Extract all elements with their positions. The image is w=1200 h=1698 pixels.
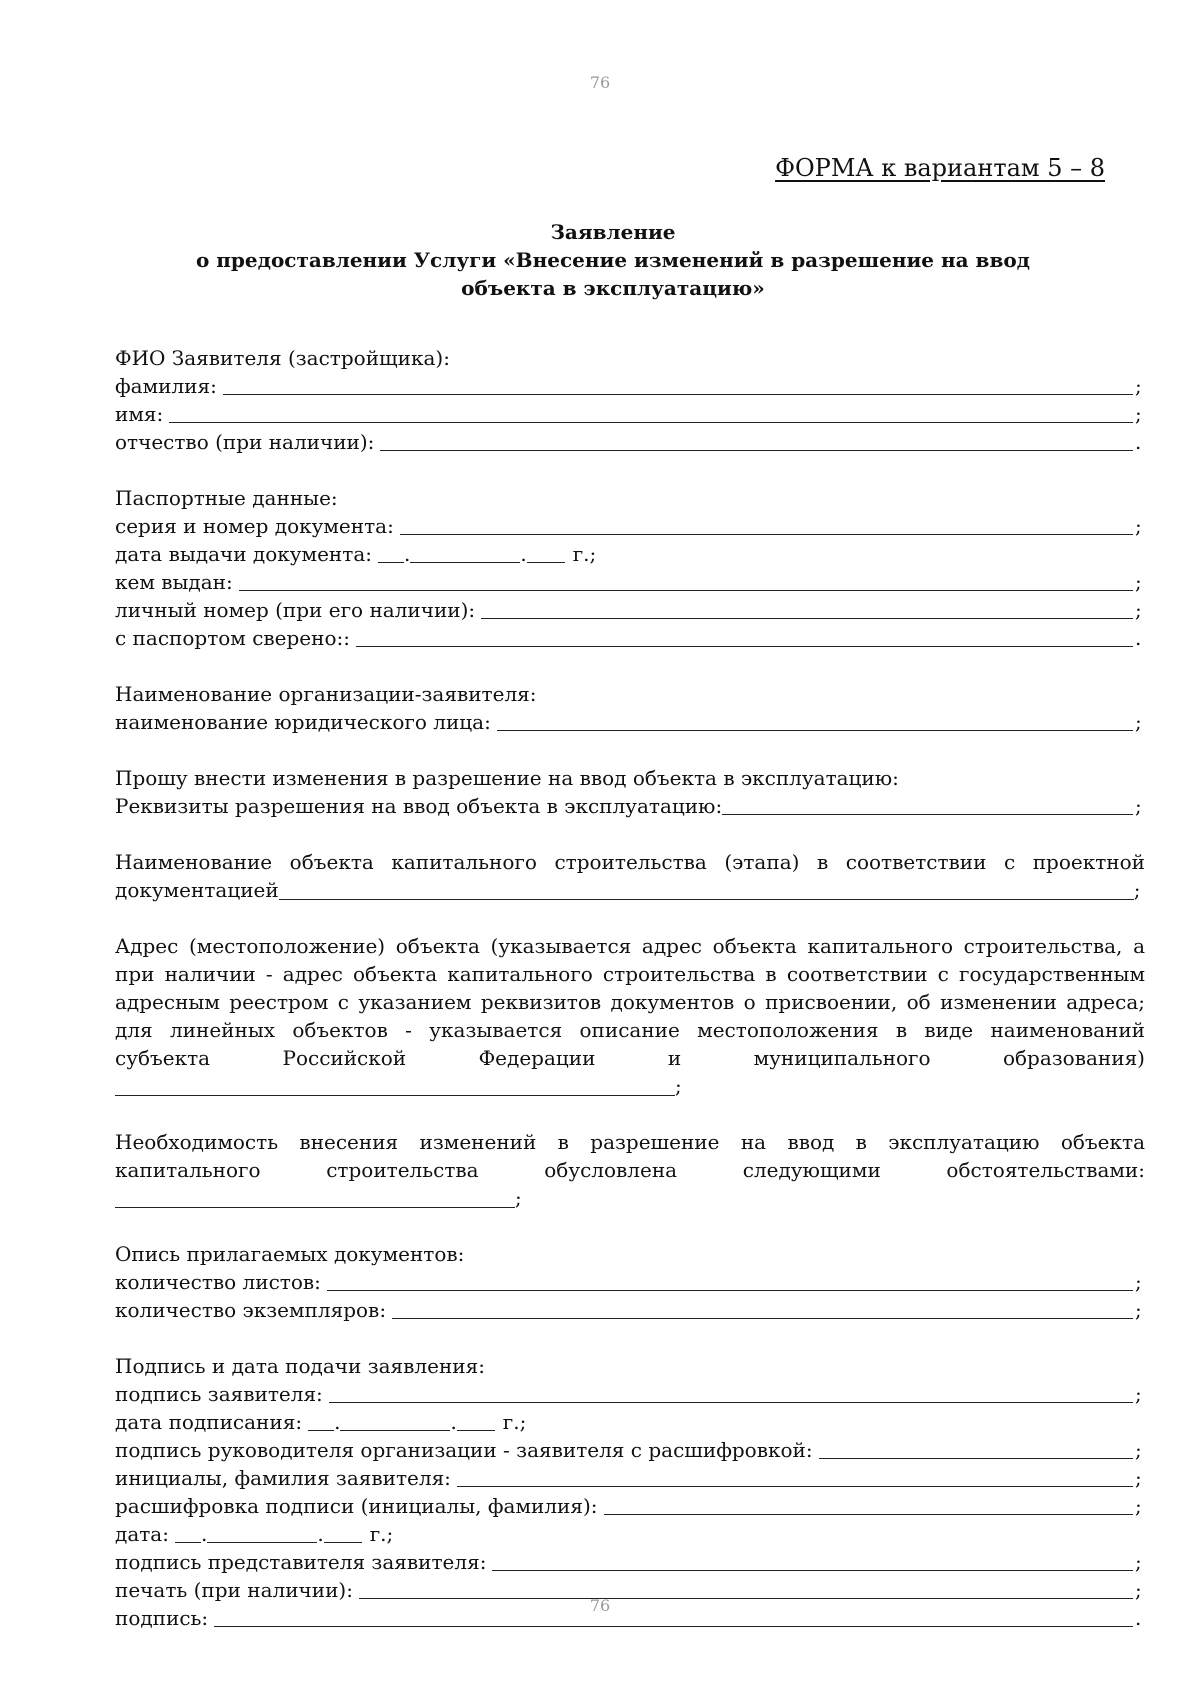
date-year-suffix: г.; (369, 1522, 394, 1546)
copies-end: ; (1135, 1298, 1142, 1322)
verified-row (115, 624, 1145, 652)
title-line-2: о предоставлении Услуги «Внесение изменений в разрешение на ввод объекта в эксплуатацию» (195, 248, 1031, 300)
copies-label: количество экземпляров: (115, 1298, 387, 1322)
applicant-signature-field[interactable] (329, 1382, 1133, 1403)
surname-field[interactable] (223, 374, 1133, 395)
verified-end: . (1135, 626, 1142, 650)
date-dot-1: . (200, 1522, 208, 1546)
signing-date-day-field[interactable] (308, 1410, 334, 1431)
final-signature-end: . (1135, 1606, 1142, 1630)
head-signature-end: ; (1135, 1438, 1142, 1462)
date-row (115, 1520, 1145, 1548)
issue-date-dot-1: . (403, 542, 411, 566)
date-label: дата: (115, 1522, 169, 1546)
series-number-field[interactable] (400, 514, 1133, 535)
date-dot-2: . (317, 1522, 324, 1546)
legal-name-row (115, 708, 1145, 736)
head-signature-field[interactable] (819, 1438, 1133, 1459)
issue-date-row (115, 540, 1145, 568)
signing-date-month-field[interactable] (340, 1410, 450, 1431)
series-number-label: серия и номер документа: (115, 514, 394, 538)
name-label: имя: (115, 402, 164, 426)
personal-number-field[interactable] (481, 598, 1133, 619)
object-name-end: ; (1133, 878, 1141, 902)
passport-heading: Паспортные данные: (115, 486, 338, 510)
sheets-end: ; (1135, 1270, 1142, 1294)
patronymic-field[interactable] (380, 430, 1133, 451)
signing-date-dot-1: . (334, 1410, 341, 1434)
address-end: ; (675, 1074, 682, 1098)
issued-by-label: кем выдан: (115, 570, 233, 594)
requisites-row (115, 792, 1145, 820)
issued-by-field[interactable] (239, 570, 1133, 591)
name-row (115, 400, 1145, 428)
stamp-label: печать (при наличии): (115, 1578, 353, 1602)
issue-date-day-field[interactable] (378, 542, 404, 563)
issue-date-year-field[interactable] (527, 542, 565, 563)
issued-by-row (115, 568, 1145, 596)
object-name-text: Наименование объекта капитального строительства (этапа) в соответствии с проектной документацией (115, 850, 1145, 902)
representative-signature-end: ; (1135, 1550, 1142, 1574)
address-field[interactable] (115, 1077, 675, 1096)
date-year-field[interactable] (324, 1522, 362, 1543)
form-body (115, 344, 1145, 1632)
signing-date-label: дата подписания: (115, 1410, 303, 1434)
signing-date-row (115, 1408, 1145, 1436)
requisites-field[interactable] (722, 794, 1133, 815)
legal-name-field[interactable] (497, 710, 1133, 731)
issue-date-year-suffix: г.; (572, 542, 597, 566)
issued-by-end: ; (1135, 570, 1142, 594)
object-name-paragraph (115, 848, 1145, 904)
final-signature-label: подпись: (115, 1606, 209, 1630)
surname-label: фамилия: (115, 374, 217, 398)
page-number-top: 76 (589, 73, 611, 92)
stamp-end: ; (1135, 1578, 1142, 1602)
issue-date-month-field[interactable] (410, 542, 520, 563)
necessity-paragraph (115, 1128, 1145, 1212)
representative-signature-row (115, 1548, 1145, 1576)
date-month-field[interactable] (207, 1522, 317, 1543)
surname-row (115, 372, 1145, 400)
date-day-field[interactable] (175, 1522, 201, 1543)
request-line: Прошу внести изменения в разрешение на ввод объекта в эксплуатацию: (115, 766, 899, 790)
issue-date-dot-2: . (520, 542, 527, 566)
signing-date-year-suffix: г.; (502, 1410, 527, 1434)
form-label: ФОРМА к вариантам 5 – 8 (775, 154, 1105, 182)
necessity-text: Необходимость внесения изменений в разрешение на ввод в эксплуатацию объекта капитального строительства обусловлена следующими обстоятельствами: (115, 1130, 1145, 1182)
head-signature-label: подпись руководителя организации - заявителя с расшифровкой: (115, 1438, 813, 1462)
address-text: Адрес (местоположение) объекта (указывается адрес объекта капитального строительства, а при наличии - адрес объекта капитального строительства в соответствии с государственным адресным реестром с указанием реквизитов документов о присвоении, об изменении адреса; для линейных объектов - указывается описание местоположения в виде наименований субъекта Российской Федерации и муниципального образования) (115, 934, 1145, 1070)
signature-heading: Подпись и дата подачи заявления: (115, 1354, 485, 1378)
decoding-end: ; (1135, 1494, 1142, 1518)
head-signature-row (115, 1436, 1145, 1464)
copies-field[interactable] (392, 1298, 1133, 1319)
name-end: ; (1135, 402, 1142, 426)
verified-field[interactable] (356, 626, 1133, 647)
patronymic-row (115, 428, 1145, 456)
applicant-heading: ФИО Заявителя (застройщика): (115, 346, 450, 370)
series-number-row (115, 512, 1145, 540)
necessity-end: ; (515, 1186, 522, 1210)
requisites-label: Реквизиты разрешения на ввод объекта в эксплуатацию: (115, 794, 723, 818)
legal-name-end: ; (1135, 710, 1142, 734)
signing-date-dot-2: . (450, 1410, 457, 1434)
sheets-label: количество листов: (115, 1270, 321, 1294)
initials-surname-row (115, 1464, 1145, 1492)
initials-surname-label: инициалы, фамилия заявителя: (115, 1466, 451, 1490)
decoding-row (115, 1492, 1145, 1520)
decoding-field[interactable] (604, 1494, 1133, 1515)
name-field[interactable] (169, 402, 1133, 423)
copies-row (115, 1296, 1145, 1324)
verified-label: с паспортом сверено:: (115, 626, 350, 650)
sheets-field[interactable] (327, 1270, 1133, 1291)
personal-number-row (115, 596, 1145, 624)
personal-number-label: личный номер (при его наличии): (115, 598, 476, 622)
initials-surname-field[interactable] (457, 1466, 1133, 1487)
document-title (190, 218, 1036, 302)
decoding-label: расшифровка подписи (инициалы, фамилия): (115, 1494, 598, 1518)
documents-heading: Опись прилагаемых документов: (115, 1242, 465, 1266)
patronymic-end: . (1135, 430, 1142, 454)
title-line-1: Заявление (550, 220, 676, 244)
address-paragraph (115, 932, 1145, 1100)
sheets-row (115, 1268, 1145, 1296)
organization-heading: Наименование организации-заявителя: (115, 682, 537, 706)
signing-date-year-field[interactable] (457, 1410, 495, 1431)
applicant-signature-label: подпись заявителя: (115, 1382, 323, 1406)
applicant-signature-row (115, 1380, 1145, 1408)
necessity-field[interactable] (115, 1189, 515, 1208)
patronymic-label: отчество (при наличии): (115, 430, 375, 454)
object-name-field[interactable] (279, 881, 1134, 900)
representative-signature-label: подпись представителя заявителя: (115, 1550, 487, 1574)
requisites-end: ; (1135, 794, 1142, 818)
representative-signature-field[interactable] (492, 1550, 1133, 1571)
surname-end: ; (1135, 374, 1142, 398)
initials-surname-end: ; (1135, 1466, 1142, 1490)
series-number-end: ; (1135, 514, 1142, 538)
applicant-signature-end: ; (1135, 1382, 1142, 1406)
issue-date-label: дата выдачи документа: (115, 542, 372, 566)
personal-number-end: ; (1135, 598, 1142, 622)
page-number-bottom: 76 (589, 1596, 611, 1615)
legal-name-label: наименование юридического лица: (115, 710, 491, 734)
